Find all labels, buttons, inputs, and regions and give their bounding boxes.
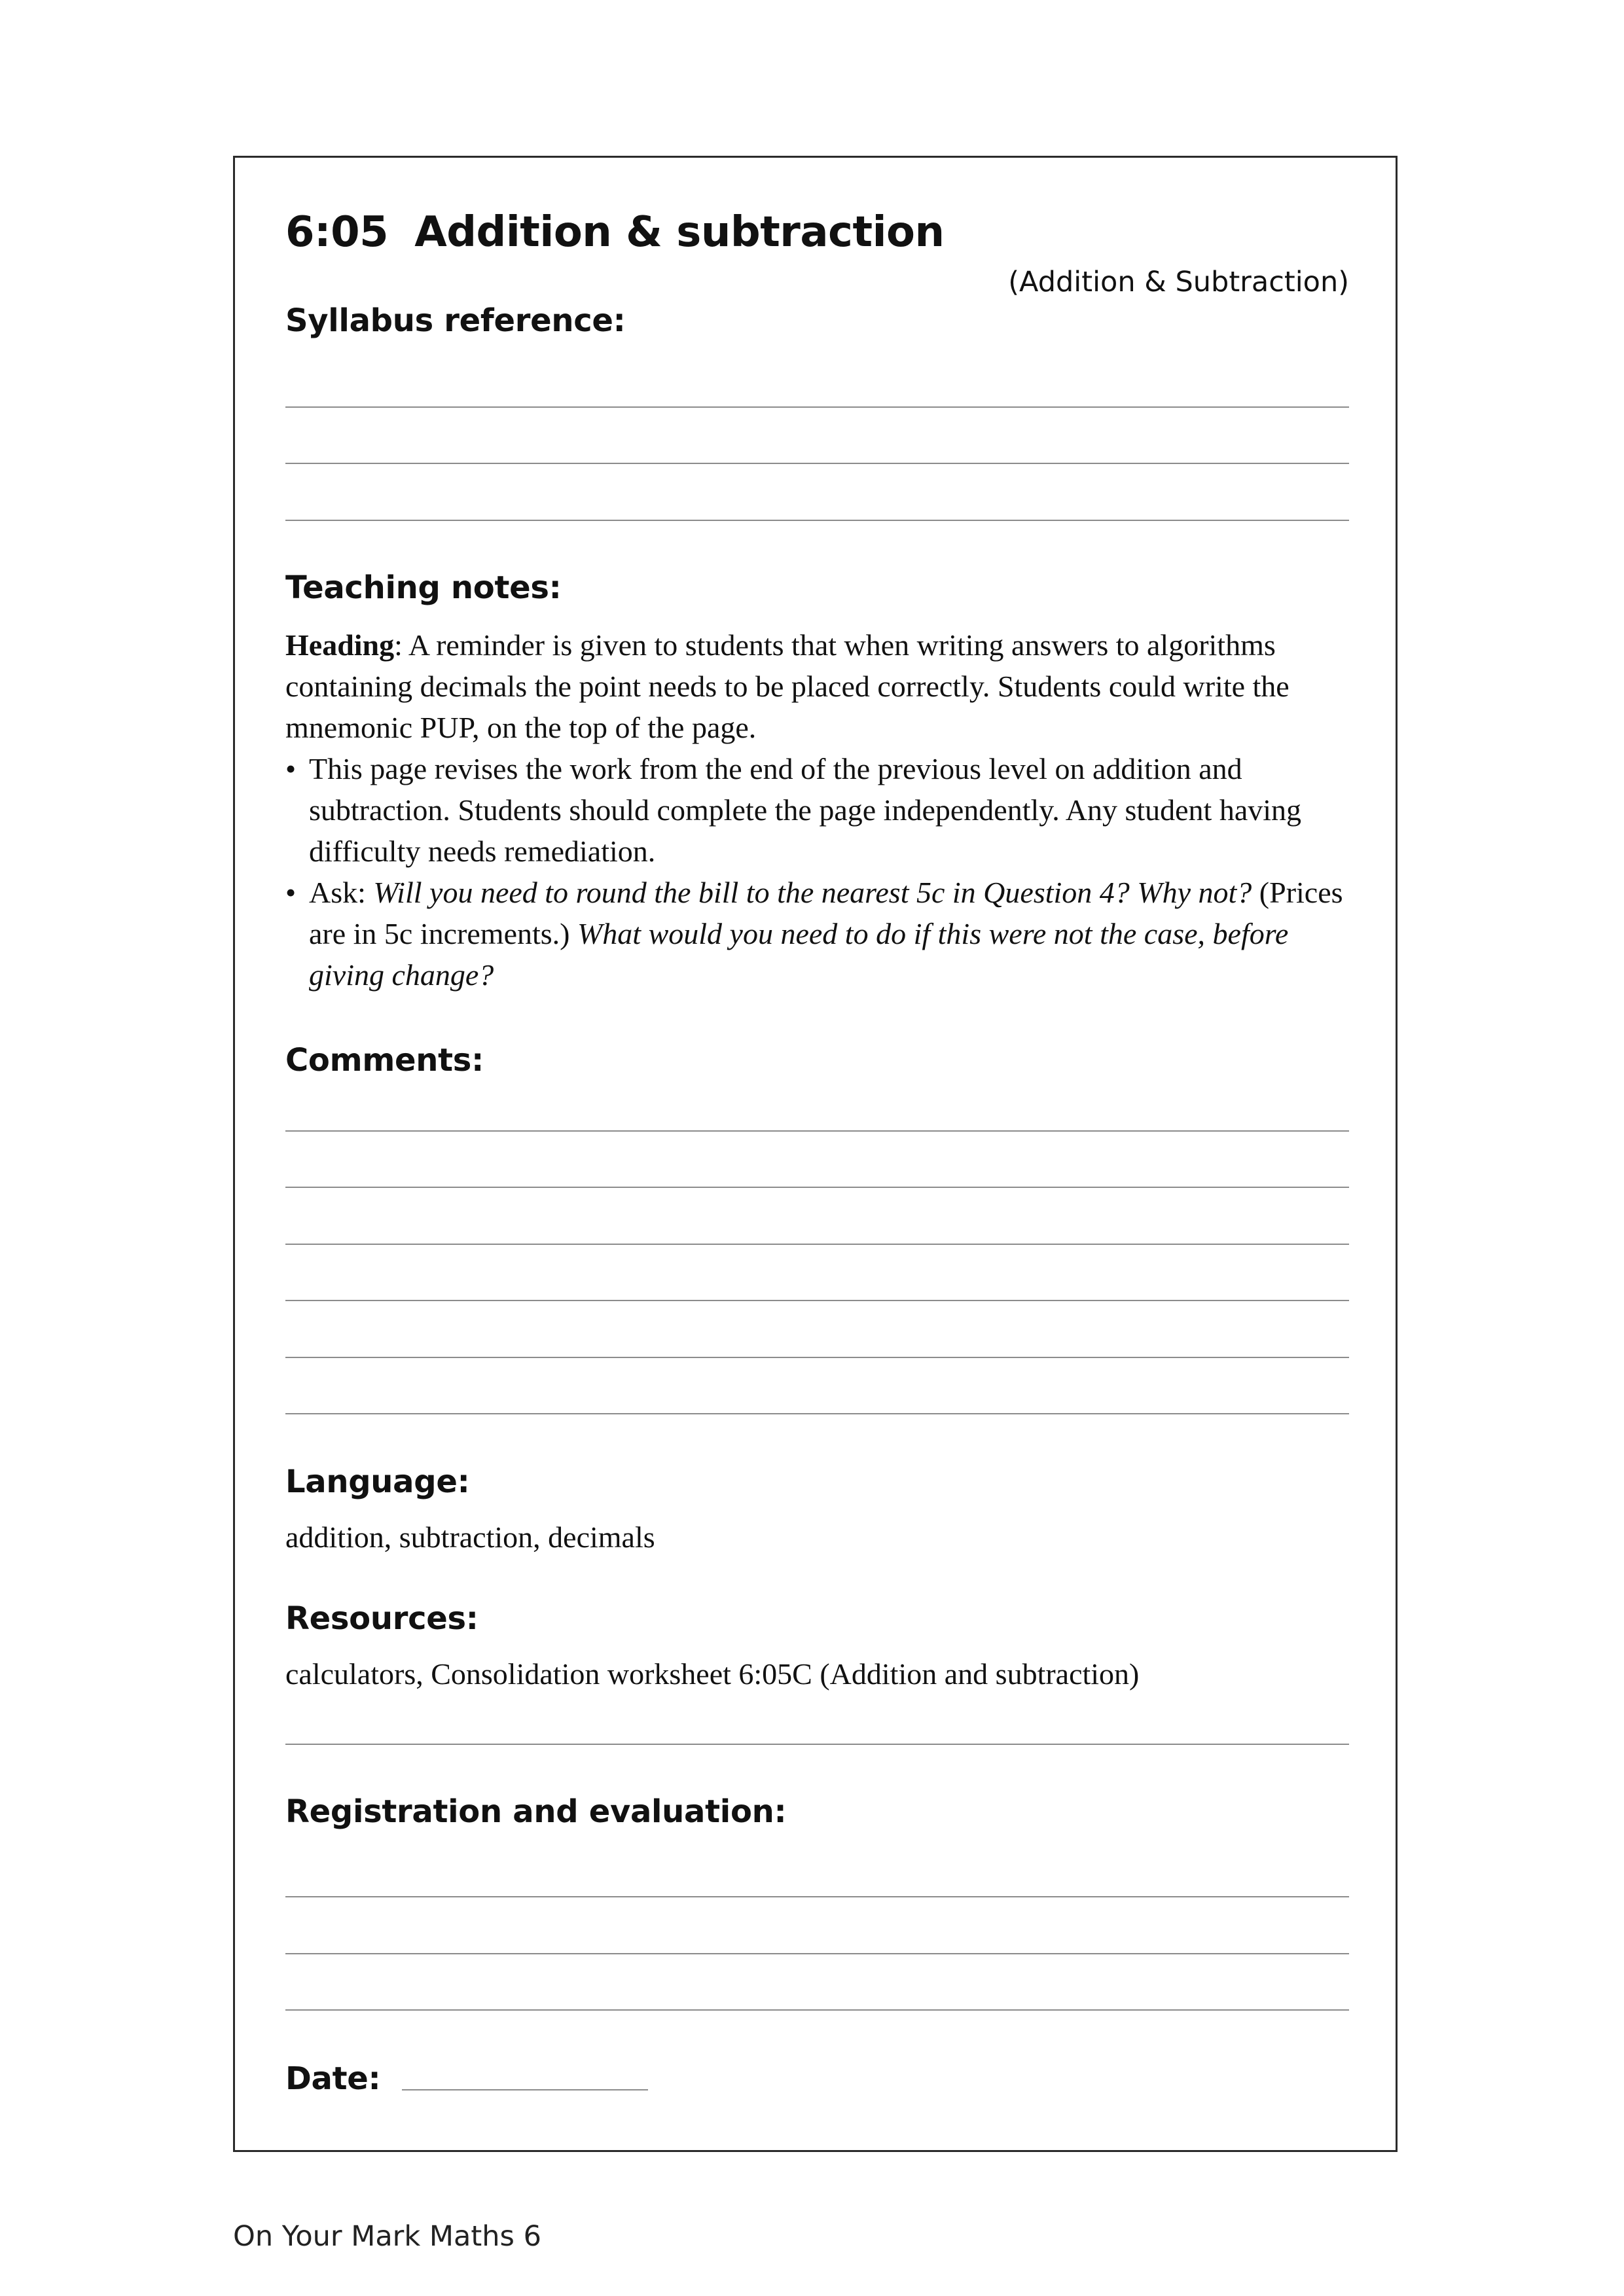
resources-heading: Resources: [285, 1600, 478, 1637]
comments-line-3[interactable] [285, 1244, 1349, 1245]
registration-line-2[interactable] [285, 1953, 1349, 1954]
bullet-2-question-2: What would you need to do if this were not the case, before giving change? [309, 917, 1289, 992]
comments-line-4[interactable] [285, 1300, 1349, 1301]
page-title [285, 208, 945, 257]
date-label: Date: [285, 2060, 381, 2097]
bullet-2-lead: Ask: [309, 876, 374, 909]
footer-book-title: On Your Mark Maths 6 [233, 2220, 541, 2253]
comments-line-6[interactable] [285, 1413, 1349, 1414]
language-text: addition, subtraction, decimals [285, 1520, 655, 1554]
bullet-1-text: This page revises the work from the end of the previous level on addition and subtraction. Students should complete the page independently. Any student having difficulty needs remediation. [309, 752, 1302, 868]
teaching-bullet-2 [285, 872, 1359, 996]
bullet-symbol: • [285, 752, 297, 785]
registration-line-1[interactable] [285, 1896, 1349, 1897]
comments-line-2[interactable] [285, 1187, 1349, 1188]
resources-text: calculators, Consolidation worksheet 6:05C (Addition and subtraction) [285, 1657, 1140, 1691]
teaching-notes-body [285, 624, 1359, 996]
resources-line[interactable] [285, 1744, 1349, 1745]
language-heading: Language: [285, 1463, 470, 1500]
syllabus-line-3[interactable] [285, 520, 1349, 521]
syllabus-line-1[interactable] [285, 406, 1349, 408]
comments-line-5[interactable] [285, 1357, 1349, 1358]
teaching-bullet-1 [285, 748, 1359, 872]
heading-keyword: Heading [285, 628, 395, 662]
registration-heading: Registration and evaluation: [285, 1793, 787, 1830]
syllabus-line-2[interactable] [285, 463, 1349, 464]
syllabus-heading: Syllabus reference: [285, 302, 626, 339]
date-field-line[interactable] [402, 2089, 648, 2090]
teaching-notes-heading: Teaching notes: [285, 569, 562, 606]
registration-line-3[interactable] [285, 2009, 1349, 2011]
bullet-symbol: • [285, 876, 297, 909]
comments-line-1[interactable] [285, 1130, 1349, 1132]
title-text: Addition & subtraction [414, 208, 945, 257]
bullet-2-middle: (Prices are in 5c increments.) [309, 876, 1343, 950]
page-frame [233, 156, 1398, 2152]
teaching-notes-paragraph [285, 624, 1359, 748]
title-number: 6:05 [285, 208, 389, 257]
heading-explanation: : A reminder is given to students that when writing answers to algorithms containing decimals the point needs to be placed correctly. Students could write the mnemonic PUP, on the top of the page. [285, 628, 1290, 744]
subtitle-reference: (Addition & Subtraction) [1008, 266, 1349, 298]
bullet-2-question-1: Will you need to round the bill to the nearest 5c in Question 4? Why not? [373, 876, 1252, 909]
comments-heading: Comments: [285, 1042, 484, 1079]
